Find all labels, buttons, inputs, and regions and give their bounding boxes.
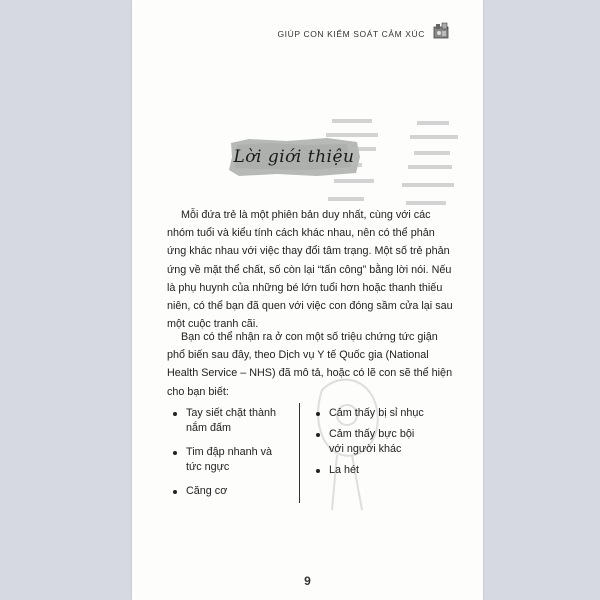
intro-paragraph: Mỗi đứa trẻ là một phiên bản duy nhất, cùng với các nhóm tuổi và kiểu tính cách khác nhau, nên có thể phản ứng khác nhau với việc thay đổi tâm trạng. Một số trẻ phản ứng về mặt thể chất, số còn lại “tấn công” bằng lời nói. Nếu là phụ huynh của những bé lớn tuổi hơn hoặc thanh thiếu niên, có thể bạn đã quen với việc con đóng sầm cửa lại sau một cuộc tranh cãi. <box>167 209 453 331</box>
list-item <box>307 463 427 478</box>
bullet-icon <box>316 433 320 437</box>
list-item <box>307 427 427 457</box>
symptoms-intro-paragraph: Bạn có thể nhận ra ở con một số triệu chứng tức giận phổ biến sau đây, theo Dịch vụ Y tế Quốc gia (National Health Service – NHS) đã mô tả, hoặc có lẽ con sẽ thể hiện cho bạn biết: <box>167 331 453 398</box>
bullet-icon <box>316 412 320 416</box>
section-title-banner <box>227 137 361 177</box>
bullet-icon <box>316 469 320 473</box>
list-item <box>164 445 284 475</box>
bullet-icon <box>173 451 177 455</box>
symptom-list-right <box>307 406 427 484</box>
column-divider <box>299 403 300 503</box>
running-title: GIÚP CON KIỂM SOÁT CẢM XÚC <box>277 29 425 39</box>
list-item-text: Cảm thấy bực bội với người khác <box>329 428 415 455</box>
list-item-text: Cảm thấy bị sỉ nhục <box>329 407 424 419</box>
list-item <box>164 406 284 436</box>
list-item <box>164 484 284 499</box>
list-item <box>307 406 427 421</box>
list-item-text: La hét <box>329 464 360 476</box>
bullet-icon <box>173 412 177 416</box>
page-number: 9 <box>304 574 311 588</box>
symptom-list-left <box>164 406 284 508</box>
bullet-icon <box>173 490 177 494</box>
list-item-text: Tay siết chặt thành nắm đấm <box>186 407 277 434</box>
list-item-text: Căng cơ <box>186 485 228 497</box>
illustration-icon <box>431 21 451 41</box>
book-page <box>132 0 483 600</box>
section-title: Lời giới thiệu <box>233 147 355 167</box>
list-item-text: Tim đập nhanh và tức ngực <box>186 446 273 473</box>
